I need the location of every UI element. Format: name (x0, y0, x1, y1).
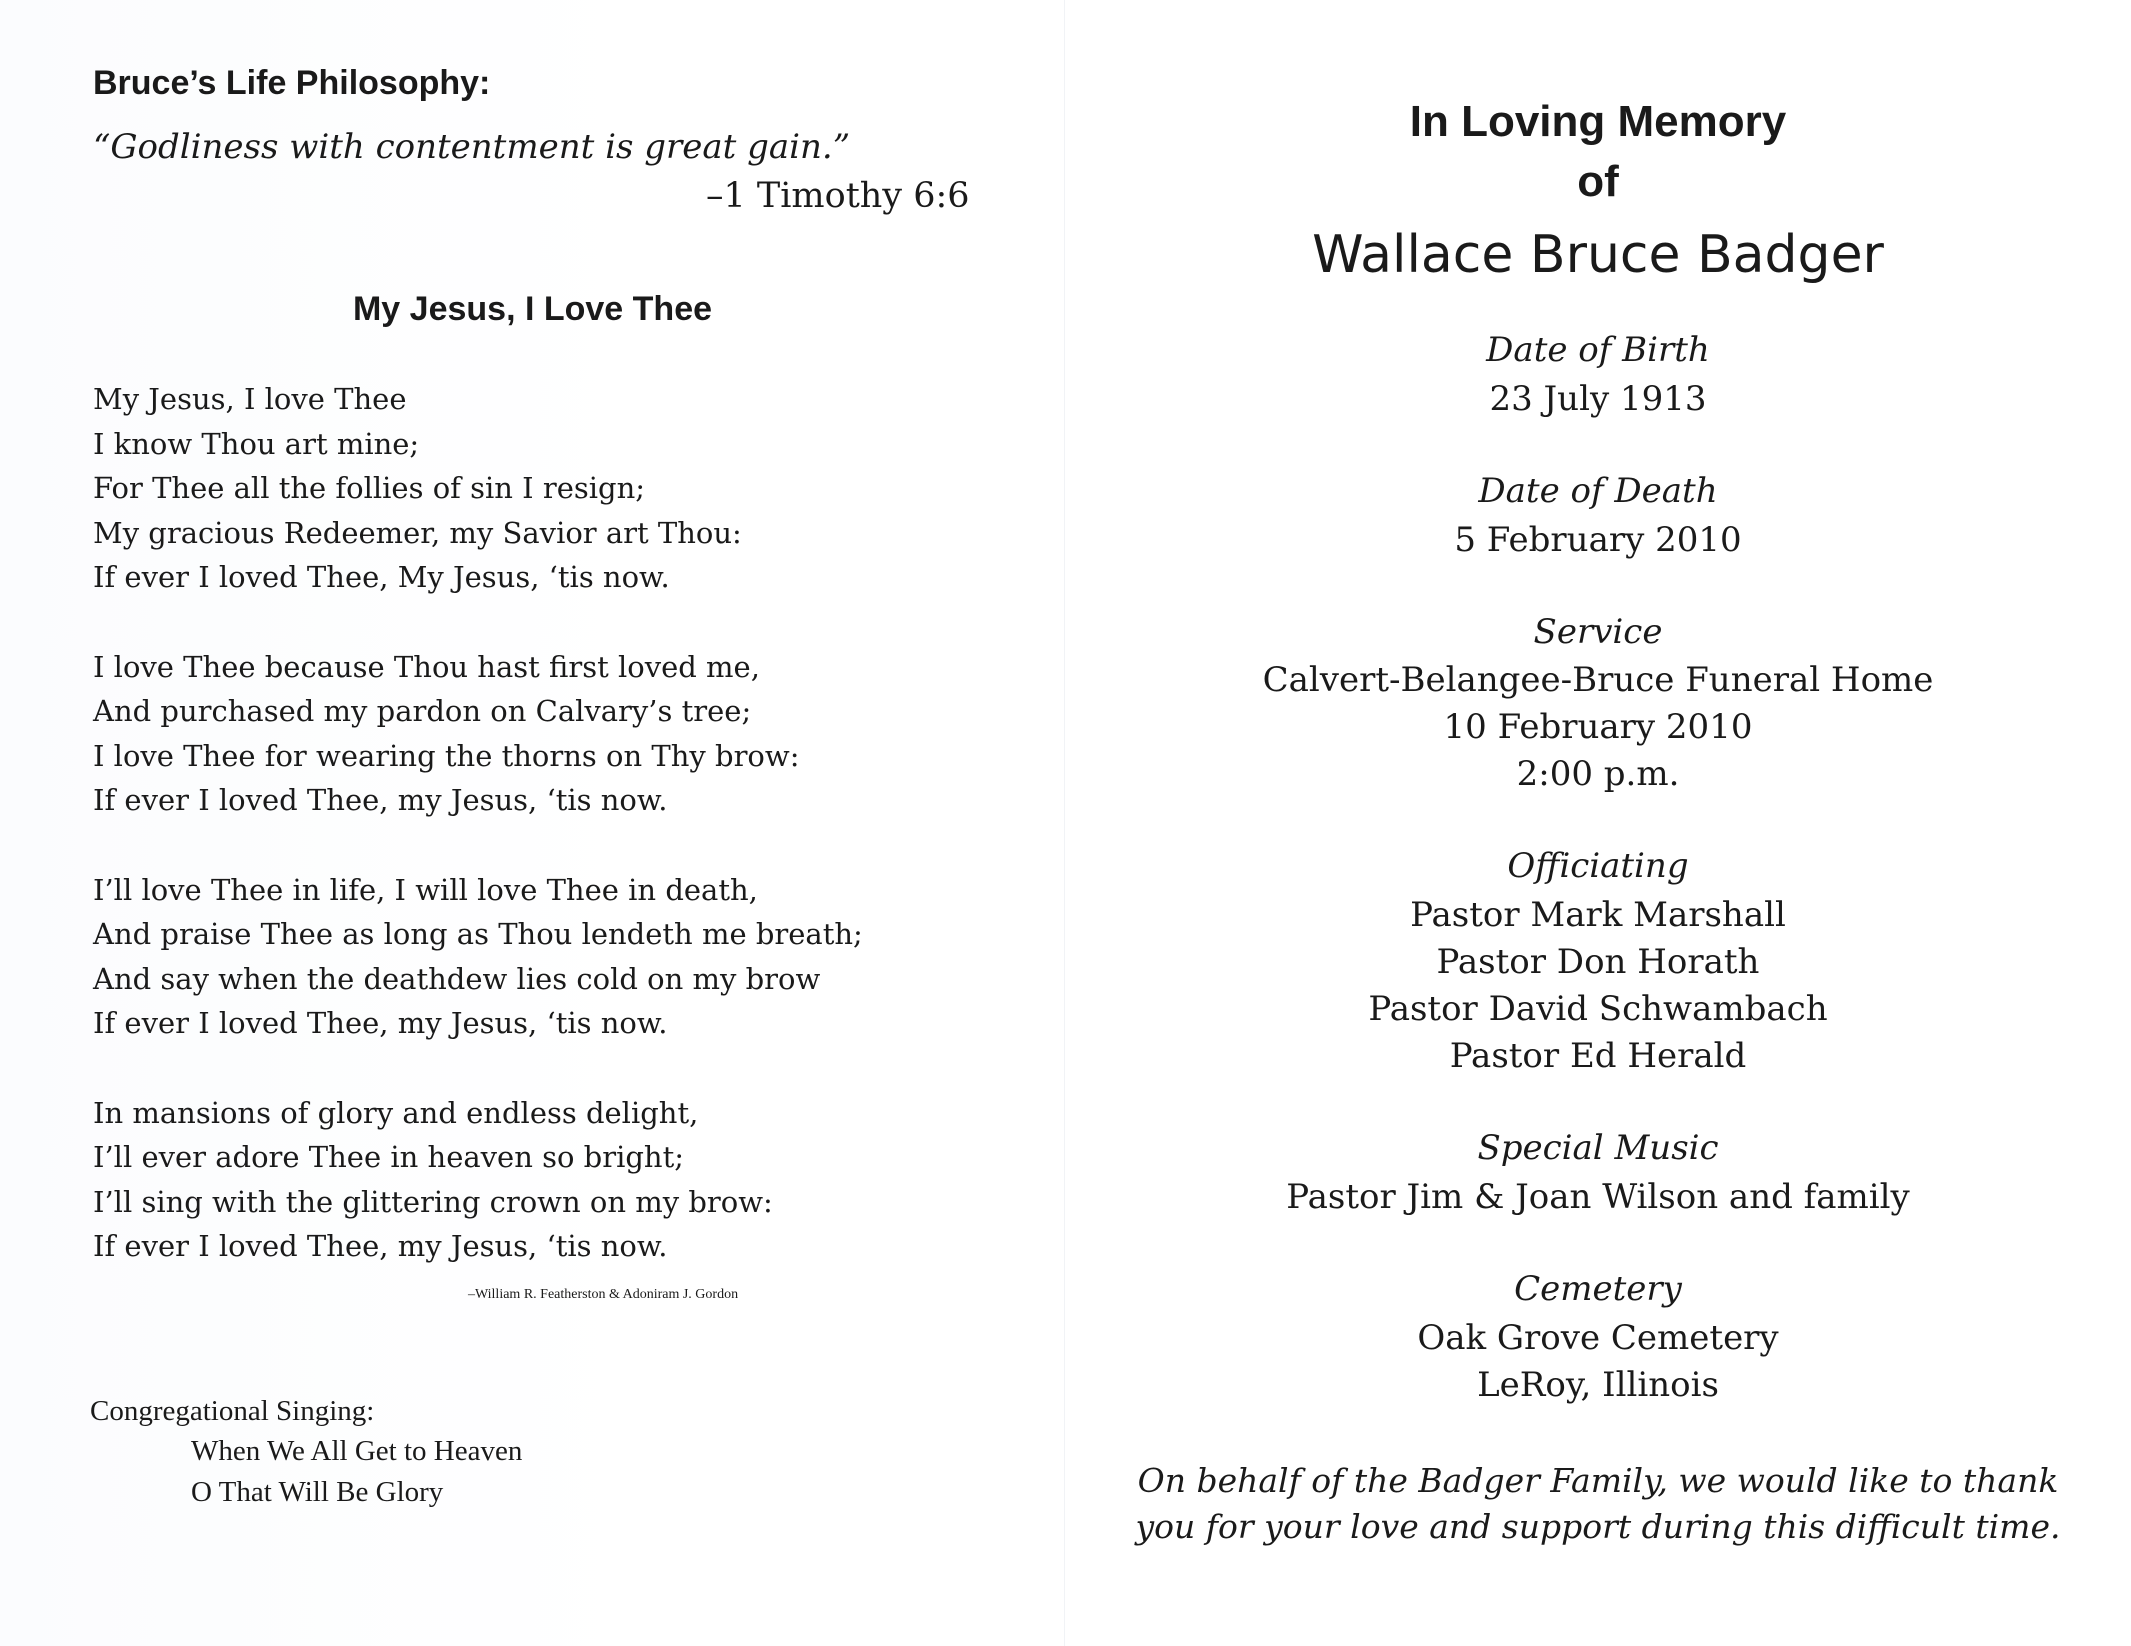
verse-reference: –1 Timothy 6:6 (706, 176, 970, 216)
cemetery-line: LeRoy, Illinois (1477, 1365, 1719, 1405)
hymn-credit: –William R. Featherston & Adoniram J. Gordon (468, 1287, 739, 1302)
death-date: 5 February 2010 (1454, 520, 1742, 560)
service-line: 2:00 p.m. (1516, 754, 1680, 794)
deceased-name: Wallace Bruce Badger (1312, 225, 1884, 285)
birth-label: Date of Birth (1486, 330, 1710, 370)
hymn-line: If ever I loved Thee, my Jesus, ‘tis now. (93, 1006, 668, 1041)
hymn-stanza (93, 1091, 863, 1269)
hymn-line: I’ll love Thee in life, I will love Thee in death, (93, 872, 758, 907)
hymn-line: My Jesus, I love Thee (93, 382, 407, 416)
right-page (1065, 0, 2131, 1646)
hymn-line: I know Thou art mine; (93, 426, 420, 461)
philosophy-heading: Bruce’s Life Philosophy: (93, 64, 491, 102)
service-line: 10 February 2010 (1443, 707, 1753, 747)
hymn-line: I’ll ever adore Thee in heaven so bright; (93, 1140, 685, 1175)
hymn-stanza (93, 377, 863, 600)
hymn-line: I love Thee because Thou hast first loved me, (93, 649, 760, 684)
hymn-line: If ever I loved Thee, My Jesus, ‘tis now. (93, 560, 670, 595)
hymn-line: I love Thee for wearing the thorns on Thy brow: (93, 738, 800, 773)
philosophy-quote: “Godliness with contentment is great gain.” (93, 127, 851, 167)
congregational-song: When We All Get to Heaven (191, 1435, 523, 1467)
service-label: Service (1533, 612, 1663, 652)
hymn-stanza (93, 645, 863, 823)
hymn-title: My Jesus, I Love Thee (352, 290, 713, 328)
cemetery-line: Oak Grove Cemetery (1417, 1318, 1779, 1358)
officiating-label: Officiating (1507, 846, 1689, 886)
hymn-line: My gracious Redeemer, my Savior art Thou: (93, 515, 742, 550)
congregational-singing-label: Congregational Singing: (90, 1395, 375, 1427)
closing-message-line: you for your love and support during this difficult time. (1135, 1507, 2061, 1546)
hymn-line: If ever I loved Thee, my Jesus, ‘tis now. (93, 1229, 668, 1264)
hymn-line: In mansions of glory and endless delight, (93, 1095, 699, 1130)
hymn-line: For Thee all the follies of sin I resign; (93, 471, 646, 506)
special-music-label: Special Music (1477, 1128, 1719, 1168)
cemetery-label: Cemetery (1514, 1269, 1682, 1309)
hymn-lyrics (93, 377, 863, 1313)
memorial-heading: In Loving Memory (1409, 97, 1787, 146)
officiant: Pastor Mark Marshall (1410, 895, 1786, 935)
service-line: Calvert-Belangee-Bruce Funeral Home (1262, 660, 1934, 700)
hymn-line: And praise Thee as long as Thou lendeth me breath; (93, 917, 863, 952)
left-page (0, 0, 1065, 1646)
hymn-line: I’ll sing with the glittering crown on my brow: (93, 1184, 773, 1219)
hymn-line: And say when the deathdew lies cold on my brow (93, 961, 821, 996)
officiant: Pastor Don Horath (1436, 942, 1760, 982)
congregational-song: O That Will Be Glory (191, 1476, 444, 1508)
closing-message-line: On behalf of the Badger Family, we would like to thank (1137, 1461, 2059, 1500)
birth-date: 23 July 1913 (1489, 379, 1707, 419)
officiant: Pastor David Schwambach (1368, 989, 1828, 1029)
special-music-line: Pastor Jim & Joan Wilson and family (1286, 1177, 1910, 1217)
hymn-stanza (93, 868, 863, 1046)
hymn-line: And purchased my pardon on Calvary’s tree; (93, 694, 752, 729)
memorial-heading-of: of (1577, 157, 1619, 206)
officiant: Pastor Ed Herald (1449, 1036, 1747, 1076)
death-label: Date of Death (1478, 471, 1718, 511)
hymn-line: If ever I loved Thee, my Jesus, ‘tis now. (93, 783, 668, 818)
